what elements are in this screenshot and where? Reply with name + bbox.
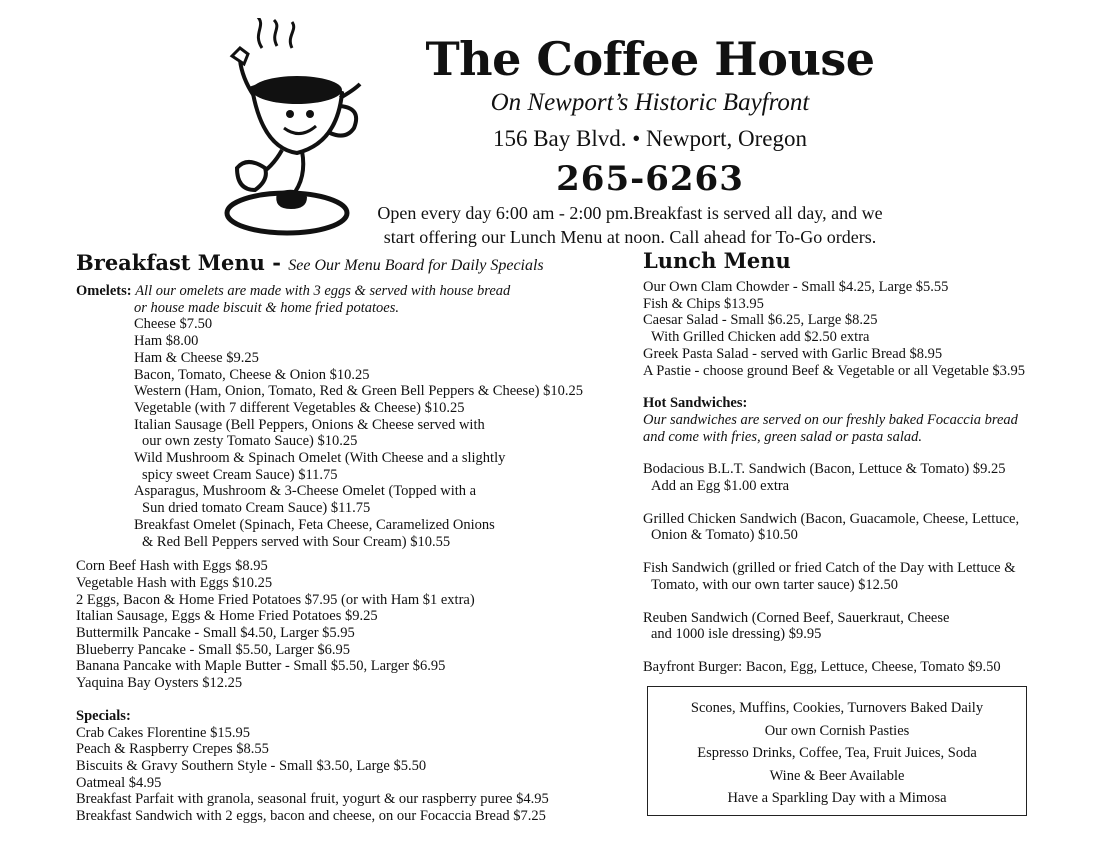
- omelets-intro: [76, 283, 631, 300]
- box-line: Our own Cornish Pasties: [764, 722, 910, 739]
- hot-sandwiches-description: Our sandwiches are served on our freshly baked Focaccia bread: [643, 411, 1018, 428]
- box-line: Have a Sparkling Day with a Mimosa: [727, 790, 947, 806]
- list-item: Bodacious B.L.T. Sandwich (Bacon, Lettuce & Tomato) $9.25: [643, 461, 1006, 478]
- hot-sandwiches-description-cont: and come with fries, green salad or pasta salad.: [643, 428, 922, 445]
- list-item: Asparagus, Mushroom & 3-Cheese Omelet (Topped with a: [134, 483, 477, 500]
- breakfast-menu-column: [76, 250, 631, 825]
- list-item: Italian Sausage, Eggs & Home Fried Potatoes $9.25: [76, 608, 378, 625]
- list-item: Bacon, Tomato, Cheese & Onion $10.25: [134, 366, 370, 383]
- breakfast-menu-heading: [76, 250, 631, 279]
- omelets-label: Omelets:: [76, 283, 132, 299]
- list-item: Vegetable (with 7 different Vegetables & Cheese) $10.25: [134, 399, 465, 416]
- list-item: Blueberry Pancake - Small $5.50, Larger $6.95: [76, 641, 350, 658]
- box-line: Wine & Beer Available: [769, 767, 905, 784]
- list-item: Western (Ham, Onion, Tomato, Red & Green Bell Peppers & Cheese) $10.25: [134, 383, 583, 400]
- restaurant-name: The Coffee House: [425, 32, 875, 86]
- restaurant-address: 156 Bay Blvd. • Newport, Oregon: [492, 126, 808, 151]
- list-item: Cheese $7.50: [134, 316, 213, 333]
- box-line: Espresso Drinks, Coffee, Tea, Fruit Juices, Soda: [697, 745, 977, 761]
- list-item: Bayfront Burger: Bacon, Egg, Lettuce, Cheese, Tomato $9.50: [643, 658, 1001, 675]
- list-item-cont: and 1000 isle dressing) $9.95: [651, 626, 822, 643]
- bakery-info-box: [647, 686, 1027, 816]
- list-item: Corn Beef Hash with Eggs $8.95: [76, 558, 268, 575]
- list-item: Fish & Chips $13.95: [643, 295, 764, 312]
- lunch-menu-title: Lunch Menu: [643, 248, 791, 273]
- hours-line-2: start offering our Lunch Menu at noon. Call ahead for To-Go orders.: [383, 227, 877, 247]
- list-item: Banana Pancake with Maple Butter - Small $5.50, Larger $6.95: [76, 658, 446, 675]
- restaurant-phone: 265-6263: [556, 159, 744, 199]
- specials-label: Specials:: [76, 707, 131, 724]
- list-item: Ham $8.00: [134, 333, 199, 350]
- list-item-cont: our own zesty Tomato Sauce) $10.25: [142, 433, 358, 450]
- list-item-cont: Onion & Tomato) $10.50: [651, 527, 798, 544]
- list-item-cont: Tomato, with our own tarter sauce) $12.50: [651, 576, 899, 593]
- menu-header: [350, 30, 910, 248]
- omelets-description: All our omelets are made with 3 eggs & served with house bread: [135, 283, 511, 299]
- list-item: Greek Pasta Salad - served with Garlic Bread $8.95: [643, 345, 943, 362]
- breakfast-menu-note: See Our Menu Board for Daily Specials: [288, 257, 544, 274]
- list-item: Oatmeal $4.95: [76, 774, 162, 791]
- list-item-cont: spicy sweet Cream Sauce) $11.75: [142, 466, 338, 483]
- list-item: 2 Eggs, Bacon & Home Fried Potatoes $7.95 (or with Ham $1 extra): [76, 591, 475, 608]
- list-item: Our Own Clam Chowder - Small $4.25, Large $5.55: [643, 279, 949, 295]
- restaurant-tagline: On Newport’s Historic Bayfront: [490, 89, 810, 116]
- list-item: Ham & Cheese $9.25: [134, 349, 259, 366]
- list-item: Breakfast Parfait with granola, seasonal fruit, yogurt & our raspberry puree $4.95: [76, 791, 549, 808]
- list-item-cont: Add an Egg $1.00 extra: [651, 478, 790, 495]
- list-item: Grilled Chicken Sandwich (Bacon, Guacamole, Cheese, Lettuce,: [643, 510, 1020, 527]
- list-item: Fish Sandwich (grilled or fried Catch of the Day with Lettuce &: [643, 560, 1016, 577]
- list-item: Vegetable Hash with Eggs $10.25: [76, 574, 273, 591]
- list-item: Breakfast Sandwich with 2 eggs, bacon and cheese, on our Focaccia Bread $7.25: [76, 808, 546, 825]
- box-line: Scones, Muffins, Cookies, Turnovers Baked Daily: [690, 700, 984, 716]
- list-item: Caesar Salad - Small $6.25, Large $8.25: [643, 312, 878, 329]
- list-item: Reuben Sandwich (Corned Beef, Sauerkraut, Cheese: [643, 609, 950, 626]
- list-item: Breakfast Omelet (Spinach, Feta Cheese, Caramelized Onions: [134, 516, 495, 533]
- list-item: Biscuits & Gravy Southern Style - Small $3.50, Large $5.50: [76, 757, 427, 774]
- list-item: Buttermilk Pancake - Small $4.50, Larger $5.95: [76, 625, 355, 642]
- list-item: Crab Cakes Florentine $15.95: [76, 724, 250, 741]
- breakfast-menu-title: Breakfast Menu -: [76, 250, 281, 275]
- hot-sandwiches-label: Hot Sandwiches:: [643, 395, 748, 412]
- list-item: Italian Sausage (Bell Peppers, Onions & Cheese served with: [134, 416, 485, 433]
- list-item: Wild Mushroom & Spinach Omelet (With Cheese and a slightly: [134, 450, 506, 467]
- omelets-description-cont: or house made biscuit & home fried potatoes.: [134, 299, 400, 316]
- list-item-cont: With Grilled Chicken add $2.50 extra: [651, 329, 870, 346]
- list-item-cont: & Red Bell Peppers served with Sour Cream) $10.55: [142, 533, 451, 550]
- list-item-cont: Sun dried tomato Cream Sauce) $11.75: [142, 500, 371, 517]
- list-item: Peach & Raspberry Crepes $8.55: [76, 741, 269, 758]
- list-item: A Pastie - choose ground Beef & Vegetable or all Vegetable $3.95: [643, 362, 1026, 379]
- lunch-menu-column: [643, 248, 1053, 676]
- hours-line-1: Open every day 6:00 am - 2:00 pm.Breakfast is served all day, and we: [377, 203, 883, 223]
- list-item: Yaquina Bay Oysters $12.25: [76, 675, 243, 692]
